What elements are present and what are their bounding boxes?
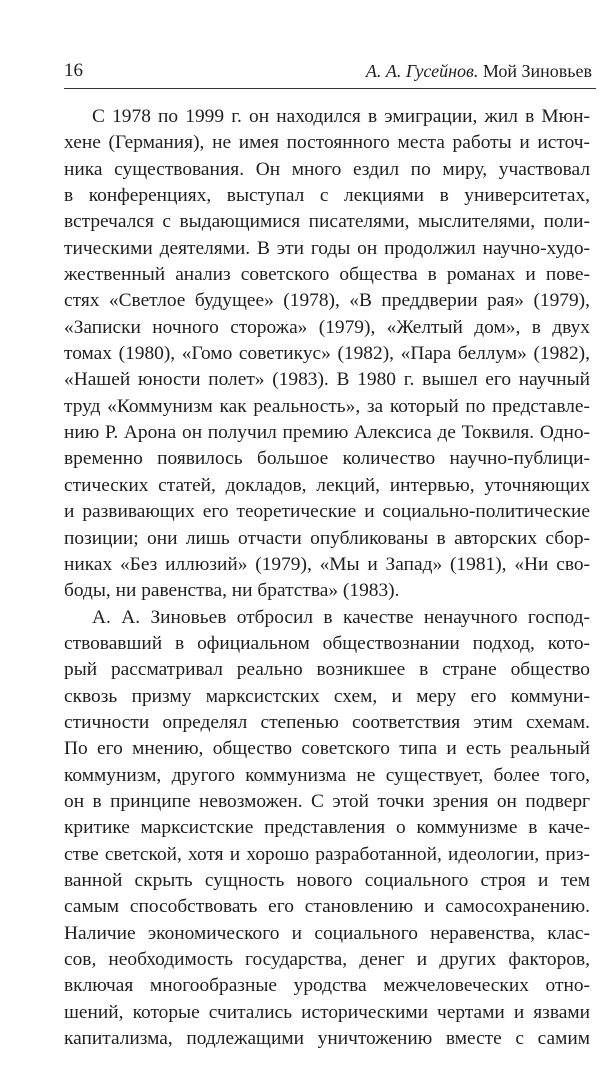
text-line: труд «Коммунизм как реальность», за который по представле- [64, 395, 590, 417]
paragraph-2 [64, 605, 590, 1053]
running-head [64, 58, 592, 84]
text-line: критике марксистские представления о коммунизме в каче- [64, 817, 590, 839]
text-line: «Нашей юности полет» (1983). В 1980 г. вышел его научный [64, 369, 590, 391]
header-rule [64, 88, 596, 89]
text-line: он в принципе невозможен. С этой точки зрения он подверг [64, 790, 590, 812]
text-line: самым способствовать его становлению и самосохранению. [64, 896, 590, 918]
text-line: тическими деятелями. В эти годы он продолжил научно-худо- [64, 237, 590, 259]
text-line: позиции; они лишь отчасти опубликованы в авторских сбор- [64, 527, 590, 549]
text-line: По его мнению, общество советского типа и есть реальный [64, 738, 590, 760]
text-line: рый рассматривал реально возникшее в стране общество [64, 659, 590, 681]
text-line: и развивающих его теоретические и социально-политические [64, 501, 590, 523]
text-line: временно появилось большое количество научно-публици- [64, 448, 590, 470]
text-line: стях «Светлое будущее» (1978), «В преддверии рая» (1979), [64, 290, 590, 312]
text-line: стичности определял степенью соответствия этим схемам. [64, 711, 590, 733]
text-line: томах (1980), «Гомо советикус» (1982), «Пара беллум» (1982), [64, 343, 590, 365]
header-book-title: Мой Зиновьев [478, 61, 592, 81]
running-title [366, 58, 592, 84]
text-line: Наличие экономического и социального неравенства, клас- [64, 922, 590, 944]
paragraph-1 [64, 104, 590, 605]
text-line: боды, ни равенства, ни братства» (1983). [64, 580, 400, 602]
text-line: «Записки ночного сторожа» (1979), «Желтый дом», в двух [64, 316, 590, 338]
text-line: А. А. Зиновьев отбросил в качестве ненаучного господ- [92, 606, 590, 628]
header-author: А. А. Гусейнов. [365, 61, 479, 81]
text-line: ванной скрыть сущность нового социального строя и тем [64, 869, 590, 891]
text-line: ствовавший в официальном обществознании подход, кото- [64, 632, 590, 654]
text-line: встречался с выдающимися писателями, мыслителями, поли- [64, 211, 590, 233]
text-line: стве светской, хотя и хорошо разработанной, идеологии, приз- [64, 843, 590, 865]
text-line: С 1978 по 1999 г. он находился в эмиграции, жил в Мюн- [92, 106, 590, 127]
page-number: 16 [64, 60, 83, 81]
text-line: стических статей, докладов, лекций, интервью, уточняющих [64, 474, 590, 496]
body-text [64, 104, 590, 1052]
text-line: в конференциях, выступал с лекциями в университетах, [64, 185, 590, 207]
text-line: сов, необходимость государства, денег и других факторов, [64, 949, 590, 970]
text-line: жественный анализ советского общества в романах и пове- [64, 264, 590, 286]
text-line: шений, которые считались историческими чертами и язвами [64, 1001, 590, 1023]
text-line: сквозь призму марксистских схем, и меру его коммуни- [64, 685, 590, 707]
text-line: никах «Без иллюзий» (1979), «Мы и Запад» (1981), «Ни сво- [64, 553, 590, 575]
text-line: коммунизм, другого коммунизма не существует, более того, [64, 764, 590, 786]
text-line: капитализма, подлежащими уничтожению вместе с самим [64, 1028, 590, 1050]
text-line: нию Р. Арона он получил премию Алексиса де Токвиля. Одно- [64, 422, 590, 444]
text-line: включая многообразные уродства межчеловеческих отно- [64, 975, 590, 997]
text-line: хене (Германия), не имея постоянного места работы и источ- [64, 132, 590, 154]
text-line: ника существования. Он много ездил по миру, участвовал [64, 158, 590, 180]
